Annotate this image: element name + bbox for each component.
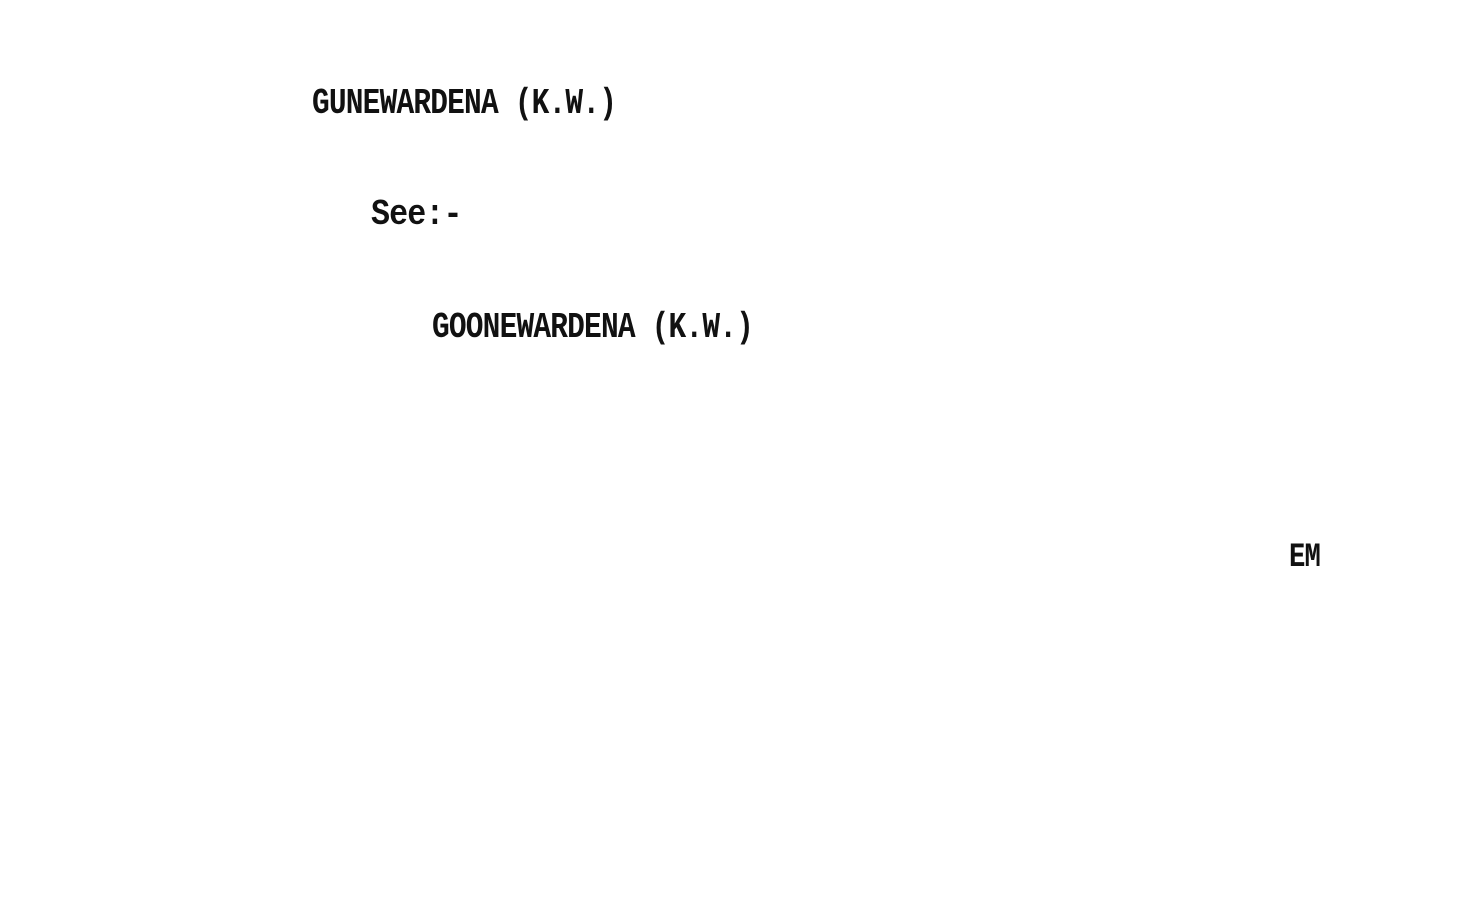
cross-reference: GOONEWARDENA (K.W.)	[432, 307, 754, 348]
see-label: See:-	[371, 194, 462, 235]
card-heading: GUNEWARDENA (K.W.)	[312, 83, 617, 124]
typist-initials: EM	[1289, 539, 1321, 577]
